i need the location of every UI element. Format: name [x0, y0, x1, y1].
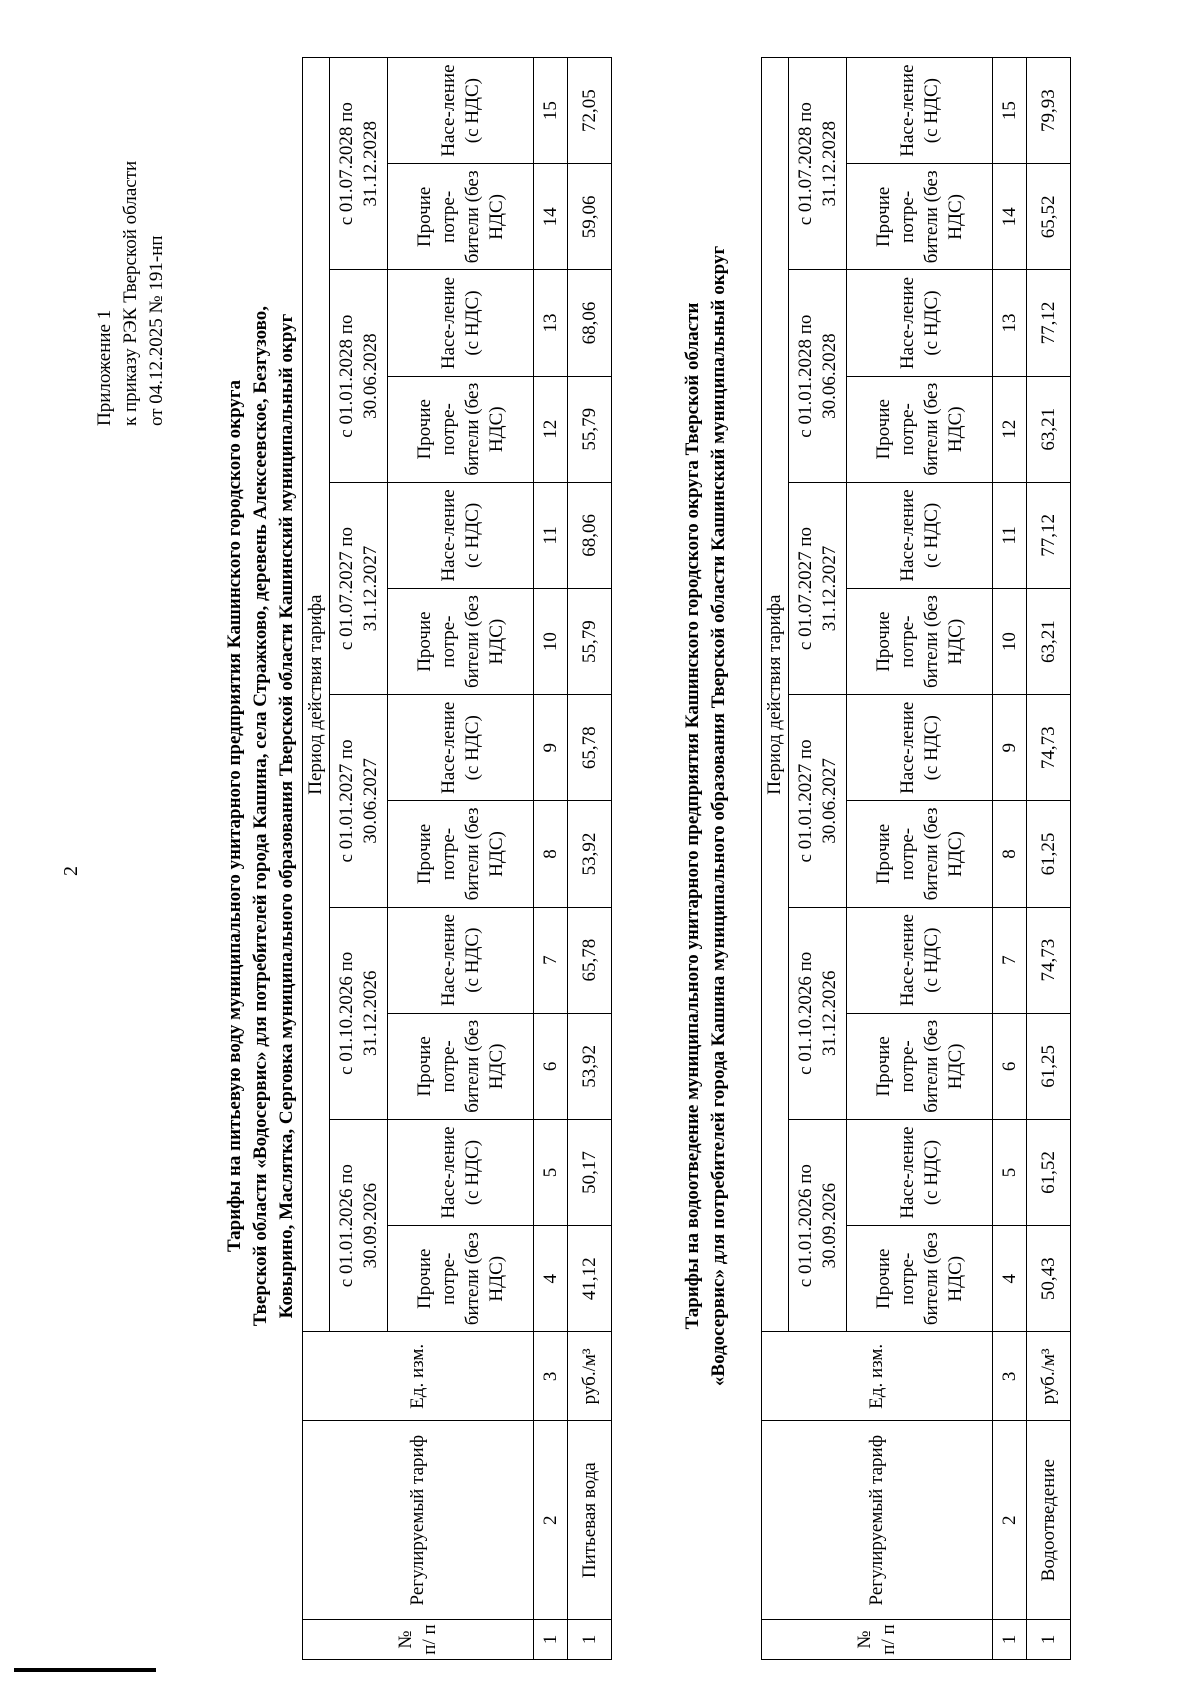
column-number: 12: [993, 376, 1027, 482]
column-number: 11: [993, 482, 1027, 588]
tariff-value: 61,25: [1027, 1013, 1071, 1119]
consumer-population-header: Насе-ление (с НДС): [388, 482, 534, 588]
tariff-value: 77,12: [1027, 270, 1071, 376]
consumer-other-header: Прочие потре-бители (без НДС): [388, 164, 534, 270]
tariff-value: 72,05: [568, 58, 612, 164]
title-line: Тверской области «Водосервис» для потребителей города Кашина, села Стражково, деревень Алексеевское, Безгузово,: [250, 305, 271, 1327]
consumer-population-header: Насе-ление (с НДС): [388, 695, 534, 801]
tariff-value: 50,43: [1027, 1226, 1071, 1332]
column-number: 3: [993, 1332, 1027, 1421]
title-line: Ковырино, Маслятка, Серговка муниципального образования Тверской области Кашинский муниципальный округ: [276, 313, 297, 1319]
consumer-population-header: Насе-ление (с НДС): [388, 58, 534, 164]
period-cell: с 01.07.2028 по 31.12.2028: [789, 58, 847, 270]
period-cell: с 01.01.2028 по 30.06.2028: [789, 270, 847, 482]
tariff-value: 74,73: [1027, 907, 1071, 1013]
consumer-population-header: Насе-ление (с НДС): [847, 58, 993, 164]
column-number: 7: [993, 907, 1027, 1013]
period-cell: с 01.07.2028 по 31.12.2028: [330, 58, 388, 270]
annex-block: [92, 161, 170, 426]
tariff-value: 41,12: [568, 1226, 612, 1332]
tariff-value: 50,17: [568, 1119, 612, 1225]
annex-line: к приказу РЭК Тверской области: [120, 160, 141, 426]
tariff-value: 63,21: [1027, 376, 1071, 482]
column-number: 6: [534, 1013, 568, 1119]
column-number: 12: [534, 376, 568, 482]
column-number: 4: [534, 1226, 568, 1332]
column-number: 9: [534, 695, 568, 801]
consumer-other-header: Прочие потре-бители (без НДС): [388, 376, 534, 482]
consumer-population-header: Насе-ление (с НДС): [388, 1119, 534, 1225]
column-number: 14: [534, 164, 568, 270]
tariff-value: 59,06: [568, 164, 612, 270]
row-tariff-name: Водоотведение: [1027, 1421, 1071, 1620]
column-number: 2: [534, 1421, 568, 1620]
table1-title: [222, 216, 300, 1416]
period-header: Период действия тарифа: [762, 58, 789, 1332]
column-number: 7: [534, 907, 568, 1013]
page-number: 2: [60, 866, 82, 876]
column-number: 13: [993, 270, 1027, 376]
column-number: 13: [534, 270, 568, 376]
consumer-population-header: Насе-ление (с НДС): [847, 695, 993, 801]
column-number: 9: [993, 695, 1027, 801]
row-tariff-name: Питьевая вода: [568, 1421, 612, 1620]
table2-title: [680, 216, 732, 1416]
period-cell: с 01.01.2027 по 30.06.2027: [789, 695, 847, 907]
tariff-value: 63,21: [1027, 589, 1071, 695]
table-row: [1027, 58, 1071, 1660]
consumer-other-header: Прочие потре-бители (без НДС): [847, 801, 993, 907]
column-number: 5: [993, 1119, 1027, 1225]
consumer-other-header: Прочие потре-бители (без НДС): [388, 1226, 534, 1332]
row-unit: руб./м³: [568, 1332, 612, 1421]
column-number: 10: [534, 589, 568, 695]
period-cell: с 01.10.2026 по 31.12.2026: [789, 907, 847, 1119]
consumer-population-header: Насе-ление (с НДС): [388, 270, 534, 376]
column-number: 8: [993, 801, 1027, 907]
period-header: Период действия тарифа: [303, 58, 330, 1332]
col-header-tariff: Регулируемый тариф: [303, 1421, 534, 1620]
drinking-water-tariff-table: [302, 57, 612, 1660]
tariff-value: 61,25: [1027, 801, 1071, 907]
period-cell: с 01.07.2027 по 31.12.2027: [789, 482, 847, 694]
consumer-other-header: Прочие потре-бители (без НДС): [847, 1226, 993, 1332]
col-header-no: № п/ п: [303, 1620, 534, 1660]
tariff-value: 53,92: [568, 1013, 612, 1119]
column-number: 2: [993, 1421, 1027, 1620]
column-number: 3: [534, 1332, 568, 1421]
separator-line: [14, 1668, 156, 1672]
column-number: 15: [534, 58, 568, 164]
consumer-population-header: Насе-ление (с НДС): [388, 907, 534, 1013]
title-line: Тарифы на питьевую воду муниципального унитарного предприятия Кашинского городского округа: [224, 379, 245, 1253]
tariff-value: 74,73: [1027, 695, 1071, 801]
col-header-unit: Ед. изм.: [303, 1332, 534, 1421]
consumer-other-header: Прочие потре-бители (без НДС): [388, 589, 534, 695]
tariff-value: 79,93: [1027, 58, 1071, 164]
consumer-population-header: Насе-ление (с НДС): [847, 270, 993, 376]
tariff-value: 55,79: [568, 589, 612, 695]
column-number: 1: [534, 1620, 568, 1660]
period-cell: с 01.10.2026 по 31.12.2026: [330, 907, 388, 1119]
tariff-value: 68,06: [568, 482, 612, 588]
col-header-unit: Ед. изм.: [762, 1332, 993, 1421]
tariff-value: 55,79: [568, 376, 612, 482]
column-number: 4: [993, 1226, 1027, 1332]
tariff-value: 68,06: [568, 270, 612, 376]
tariff-value: 65,78: [568, 695, 612, 801]
period-cell: с 01.07.2027 по 31.12.2027: [330, 482, 388, 694]
table-row: [568, 58, 612, 1660]
consumer-population-header: Насе-ление (с НДС): [847, 1119, 993, 1225]
annex-line: от 04.12.2025 № 191-нп: [146, 235, 167, 426]
consumer-other-header: Прочие потре-бители (без НДС): [847, 164, 993, 270]
row-no: 1: [568, 1620, 612, 1660]
title-line: «Водосервис» для потребителей города Кашина муниципального образования Тверской области Кашинский муниципальный округ: [708, 245, 729, 1387]
annex-line: Приложение 1: [94, 309, 115, 426]
period-cell: с 01.01.2028 по 30.06.2028: [330, 270, 388, 482]
col-header-no: № п/ п: [762, 1620, 993, 1660]
consumer-other-header: Прочие потре-бители (без НДС): [388, 801, 534, 907]
col-header-tariff: Регулируемый тариф: [762, 1421, 993, 1620]
consumer-other-header: Прочие потре-бители (без НДС): [847, 376, 993, 482]
consumer-other-header: Прочие потре-бители (без НДС): [847, 589, 993, 695]
title-line: Тарифы на водоотведение муниципального унитарного предприятия Кашинского городского округа Тверской области: [682, 302, 703, 1330]
tariff-value: 53,92: [568, 801, 612, 907]
column-number: 11: [534, 482, 568, 588]
consumer-population-header: Насе-ление (с НДС): [847, 907, 993, 1013]
tariff-value: 77,12: [1027, 482, 1071, 588]
column-number: 5: [534, 1119, 568, 1225]
column-number: 8: [534, 801, 568, 907]
column-number: 14: [993, 164, 1027, 270]
row-no: 1: [1027, 1620, 1071, 1660]
column-number: 15: [993, 58, 1027, 164]
column-number: 10: [993, 589, 1027, 695]
tariff-value: 65,52: [1027, 164, 1071, 270]
column-number: 1: [993, 1620, 1027, 1660]
consumer-population-header: Насе-ление (с НДС): [847, 482, 993, 588]
consumer-other-header: Прочие потре-бители (без НДС): [847, 1013, 993, 1119]
period-cell: с 01.01.2026 по 30.09.2026: [330, 1119, 388, 1331]
period-cell: с 01.01.2026 по 30.09.2026: [789, 1119, 847, 1331]
tariff-value: 65,78: [568, 907, 612, 1013]
row-unit: руб./м³: [1027, 1332, 1071, 1421]
column-number: 6: [993, 1013, 1027, 1119]
wastewater-tariff-table: [761, 57, 1071, 1660]
period-cell: с 01.01.2027 по 30.06.2027: [330, 695, 388, 907]
consumer-other-header: Прочие потре-бители (без НДС): [388, 1013, 534, 1119]
tariff-value: 61,52: [1027, 1119, 1071, 1225]
